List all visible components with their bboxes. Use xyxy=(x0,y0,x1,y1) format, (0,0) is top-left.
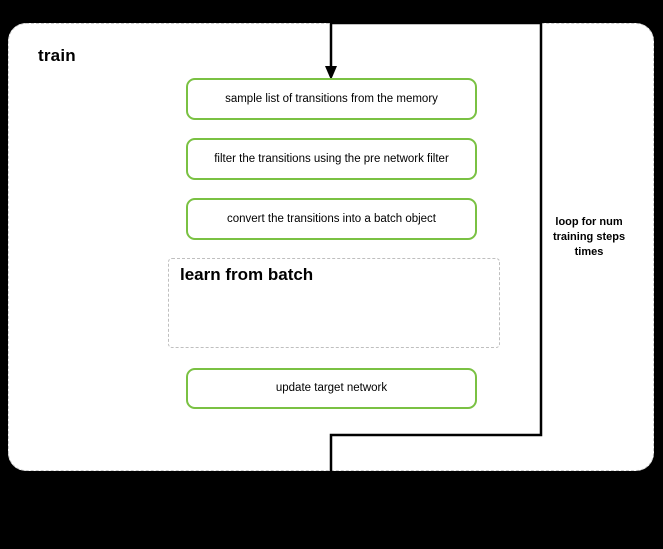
step-label: convert the transitions into a batch object xyxy=(226,212,437,225)
step-box-sample-transitions[interactable] xyxy=(186,78,477,120)
loop-annotation: loop for num training steps times xyxy=(552,216,626,258)
step-box-filter-transitions[interactable] xyxy=(186,138,477,180)
page-title: train xyxy=(38,46,76,65)
step-box-update-target-network[interactable] xyxy=(186,368,477,409)
step-label: filter the transitions using the pre network filter xyxy=(214,152,449,165)
step-label: sample list of transitions from the memory xyxy=(225,92,438,105)
step-label: update target network xyxy=(275,382,388,395)
learn-from-batch-label: learn from batch xyxy=(180,265,314,284)
step-box-convert-batch[interactable] xyxy=(186,198,477,240)
